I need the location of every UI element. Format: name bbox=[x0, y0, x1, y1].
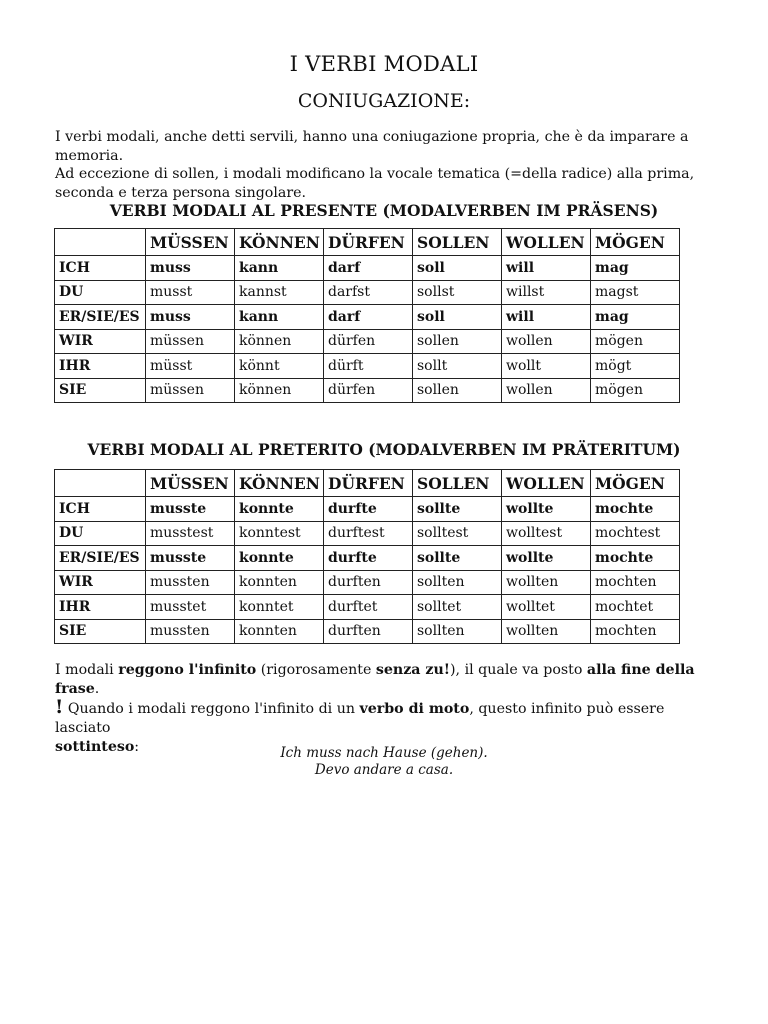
conjugation-cell: müssen bbox=[146, 378, 235, 403]
rule-note-bold: senza zu! bbox=[375, 662, 451, 678]
conjugation-cell: musste bbox=[146, 497, 235, 522]
conjugation-cell: wollte bbox=[502, 497, 591, 522]
page-subtitle: CONIUGAZIONE: bbox=[297, 90, 471, 112]
verb-header-cell: MÖGEN bbox=[591, 229, 680, 256]
table-row bbox=[55, 280, 680, 305]
table-row bbox=[55, 329, 680, 354]
conjugation-cell: sollten bbox=[413, 570, 502, 595]
verb-header-cell: KÖNNEN bbox=[235, 229, 324, 256]
conjugation-cell: mussten bbox=[146, 570, 235, 595]
conjugation-cell: will bbox=[502, 305, 591, 330]
conjugation-cell: sollte bbox=[413, 546, 502, 571]
conjugation-cell: wollen bbox=[502, 329, 591, 354]
motion-note-text: Quando i modali reggono l'infinito di un bbox=[63, 701, 360, 717]
pronoun-cell: ICH bbox=[55, 497, 146, 522]
conjugation-cell: sollt bbox=[413, 354, 502, 379]
conjugation-cell: wollen bbox=[502, 378, 591, 403]
conjugation-cell: kannst bbox=[235, 280, 324, 305]
pronoun-cell: ER/SIE/ES bbox=[55, 305, 146, 330]
conjugation-cell: dürfen bbox=[324, 378, 413, 403]
conjugation-cell: durften bbox=[324, 570, 413, 595]
conjugation-cell: musstet bbox=[146, 595, 235, 620]
verb-header-cell: KÖNNEN bbox=[235, 470, 324, 497]
conjugation-cell: mochten bbox=[591, 619, 680, 644]
pronoun-cell: ICH bbox=[55, 256, 146, 281]
conjugation-cell: sollst bbox=[413, 280, 502, 305]
table-row bbox=[55, 305, 680, 330]
pronoun-cell: SIE bbox=[55, 619, 146, 644]
verb-header-cell: SOLLEN bbox=[413, 229, 502, 256]
table-row bbox=[55, 619, 680, 644]
verb-header-cell: MÜSSEN bbox=[146, 470, 235, 497]
pronoun-cell: ER/SIE/ES bbox=[55, 546, 146, 571]
conjugation-cell: müsst bbox=[146, 354, 235, 379]
verb-header-cell: MÜSSEN bbox=[146, 229, 235, 256]
conjugation-cell: soll bbox=[413, 256, 502, 281]
pronoun-cell: DU bbox=[55, 280, 146, 305]
table-row bbox=[55, 354, 680, 379]
verb-header-cell: MÖGEN bbox=[591, 470, 680, 497]
conjugation-cell: darfst bbox=[324, 280, 413, 305]
conjugation-cell: dürfen bbox=[324, 329, 413, 354]
intro-line: seconda e terza persona singolare. bbox=[55, 184, 307, 201]
pronoun-cell: DU bbox=[55, 521, 146, 546]
conjugation-cell: durfte bbox=[324, 546, 413, 571]
preterite-conjugation-table bbox=[54, 469, 680, 644]
conjugation-cell: wolltet bbox=[502, 595, 591, 620]
motion-note-text: , questo infinito può essere lasciato bbox=[55, 701, 665, 736]
table-row bbox=[55, 378, 680, 403]
motion-note-text: : bbox=[134, 739, 140, 755]
conjugation-cell: musst bbox=[146, 280, 235, 305]
intro-line: Ad eccezione di sollen, i modali modificano la vocale tematica (=della radice) alla prima, bbox=[55, 166, 695, 182]
conjugation-cell: soll bbox=[413, 305, 502, 330]
pronoun-cell: SIE bbox=[55, 378, 146, 403]
present-table-heading: VERBI MODALI AL PRESENTE (MODALVERBEN IM PRÄSENS) bbox=[109, 201, 659, 220]
conjugation-cell: wollte bbox=[502, 546, 591, 571]
conjugation-cell: können bbox=[235, 378, 324, 403]
conjugation-cell: kann bbox=[235, 305, 324, 330]
example-german: Ich muss nach Hause (gehen). bbox=[280, 745, 488, 761]
present-conjugation-table bbox=[54, 228, 680, 403]
conjugation-cell: solltest bbox=[413, 521, 502, 546]
conjugation-cell: mögen bbox=[591, 329, 680, 354]
conjugation-cell: wollt bbox=[502, 354, 591, 379]
conjugation-cell: konntest bbox=[235, 521, 324, 546]
verb-header-cell: DÜRFEN bbox=[324, 229, 413, 256]
conjugation-cell: willst bbox=[502, 280, 591, 305]
verb-header-cell: WOLLEN bbox=[502, 229, 591, 256]
conjugation-cell: mochtest bbox=[591, 521, 680, 546]
rule-note-text: (rigorosamente bbox=[256, 662, 376, 678]
verb-header-cell: WOLLEN bbox=[502, 470, 591, 497]
conjugation-cell: mag bbox=[591, 305, 680, 330]
conjugation-cell: mögt bbox=[591, 354, 680, 379]
conjugation-cell: will bbox=[502, 256, 591, 281]
conjugation-cell: kann bbox=[235, 256, 324, 281]
page-title: I VERBI MODALI bbox=[289, 52, 479, 76]
conjugation-cell: konntet bbox=[235, 595, 324, 620]
intro-line: I verbi modali, anche detti servili, hanno una coniugazione propria, che è da imparare a memoria. bbox=[55, 129, 689, 164]
conjugation-cell: magst bbox=[591, 280, 680, 305]
example-block bbox=[0, 745, 768, 779]
conjugation-cell: könnt bbox=[235, 354, 324, 379]
table-row bbox=[55, 595, 680, 620]
table-header-row bbox=[55, 470, 680, 497]
conjugation-cell: mögen bbox=[591, 378, 680, 403]
conjugation-cell: mussten bbox=[146, 619, 235, 644]
rule-note bbox=[55, 661, 720, 699]
conjugation-cell: darf bbox=[324, 305, 413, 330]
conjugation-cell: mochtet bbox=[591, 595, 680, 620]
conjugation-cell: müssen bbox=[146, 329, 235, 354]
conjugation-cell: musste bbox=[146, 546, 235, 571]
table-row bbox=[55, 546, 680, 571]
conjugation-cell: konnten bbox=[235, 570, 324, 595]
conjugation-cell: mag bbox=[591, 256, 680, 281]
conjugation-cell: solltet bbox=[413, 595, 502, 620]
conjugation-cell: sollte bbox=[413, 497, 502, 522]
pronoun-cell: WIR bbox=[55, 570, 146, 595]
conjugation-cell: muss bbox=[146, 305, 235, 330]
header-corner-cell bbox=[55, 470, 146, 497]
verb-header-cell: SOLLEN bbox=[413, 470, 502, 497]
conjugation-cell: musstest bbox=[146, 521, 235, 546]
conjugation-cell: durftest bbox=[324, 521, 413, 546]
table-header-row bbox=[55, 229, 680, 256]
conjugation-cell: konnten bbox=[235, 619, 324, 644]
pronoun-cell: IHR bbox=[55, 595, 146, 620]
verb-header-cell: DÜRFEN bbox=[324, 470, 413, 497]
conjugation-cell: muss bbox=[146, 256, 235, 281]
header-corner-cell bbox=[55, 229, 146, 256]
rule-note-bold: alla fine della frase bbox=[55, 662, 695, 697]
table-row bbox=[55, 497, 680, 522]
motion-note-bold: sottinteso bbox=[55, 739, 135, 755]
conjugation-cell: wollten bbox=[502, 570, 591, 595]
preterite-table-heading: VERBI MODALI AL PRETERITO (MODALVERBEN IM PRÄTERITUM) bbox=[87, 440, 681, 459]
rule-note-bold: reggono l'infinito bbox=[118, 662, 257, 678]
conjugation-cell: mochte bbox=[591, 546, 680, 571]
rule-note-text: ), il quale va posto bbox=[450, 662, 587, 678]
table-row bbox=[55, 521, 680, 546]
pronoun-cell: IHR bbox=[55, 354, 146, 379]
conjugation-cell: darf bbox=[324, 256, 413, 281]
conjugation-cell: konnte bbox=[235, 546, 324, 571]
conjugation-cell: konnte bbox=[235, 497, 324, 522]
rule-note-text: . bbox=[94, 681, 100, 697]
conjugation-cell: durften bbox=[324, 619, 413, 644]
exclamation-mark: ! bbox=[55, 696, 64, 718]
motion-note-bold: verbo di moto bbox=[359, 701, 470, 717]
conjugation-cell: sollten bbox=[413, 619, 502, 644]
conjugation-cell: sollen bbox=[413, 329, 502, 354]
conjugation-cell: können bbox=[235, 329, 324, 354]
conjugation-cell: wollten bbox=[502, 619, 591, 644]
table-row bbox=[55, 256, 680, 281]
conjugation-cell: dürft bbox=[324, 354, 413, 379]
intro-paragraph bbox=[55, 128, 720, 202]
conjugation-cell: sollen bbox=[413, 378, 502, 403]
conjugation-cell: mochten bbox=[591, 570, 680, 595]
conjugation-cell: durfte bbox=[324, 497, 413, 522]
example-italian: Devo andare a casa. bbox=[314, 762, 454, 778]
pronoun-cell: WIR bbox=[55, 329, 146, 354]
conjugation-cell: wolltest bbox=[502, 521, 591, 546]
rule-note-text: I modali bbox=[55, 662, 119, 678]
table-row bbox=[55, 570, 680, 595]
conjugation-cell: durftet bbox=[324, 595, 413, 620]
conjugation-cell: mochte bbox=[591, 497, 680, 522]
